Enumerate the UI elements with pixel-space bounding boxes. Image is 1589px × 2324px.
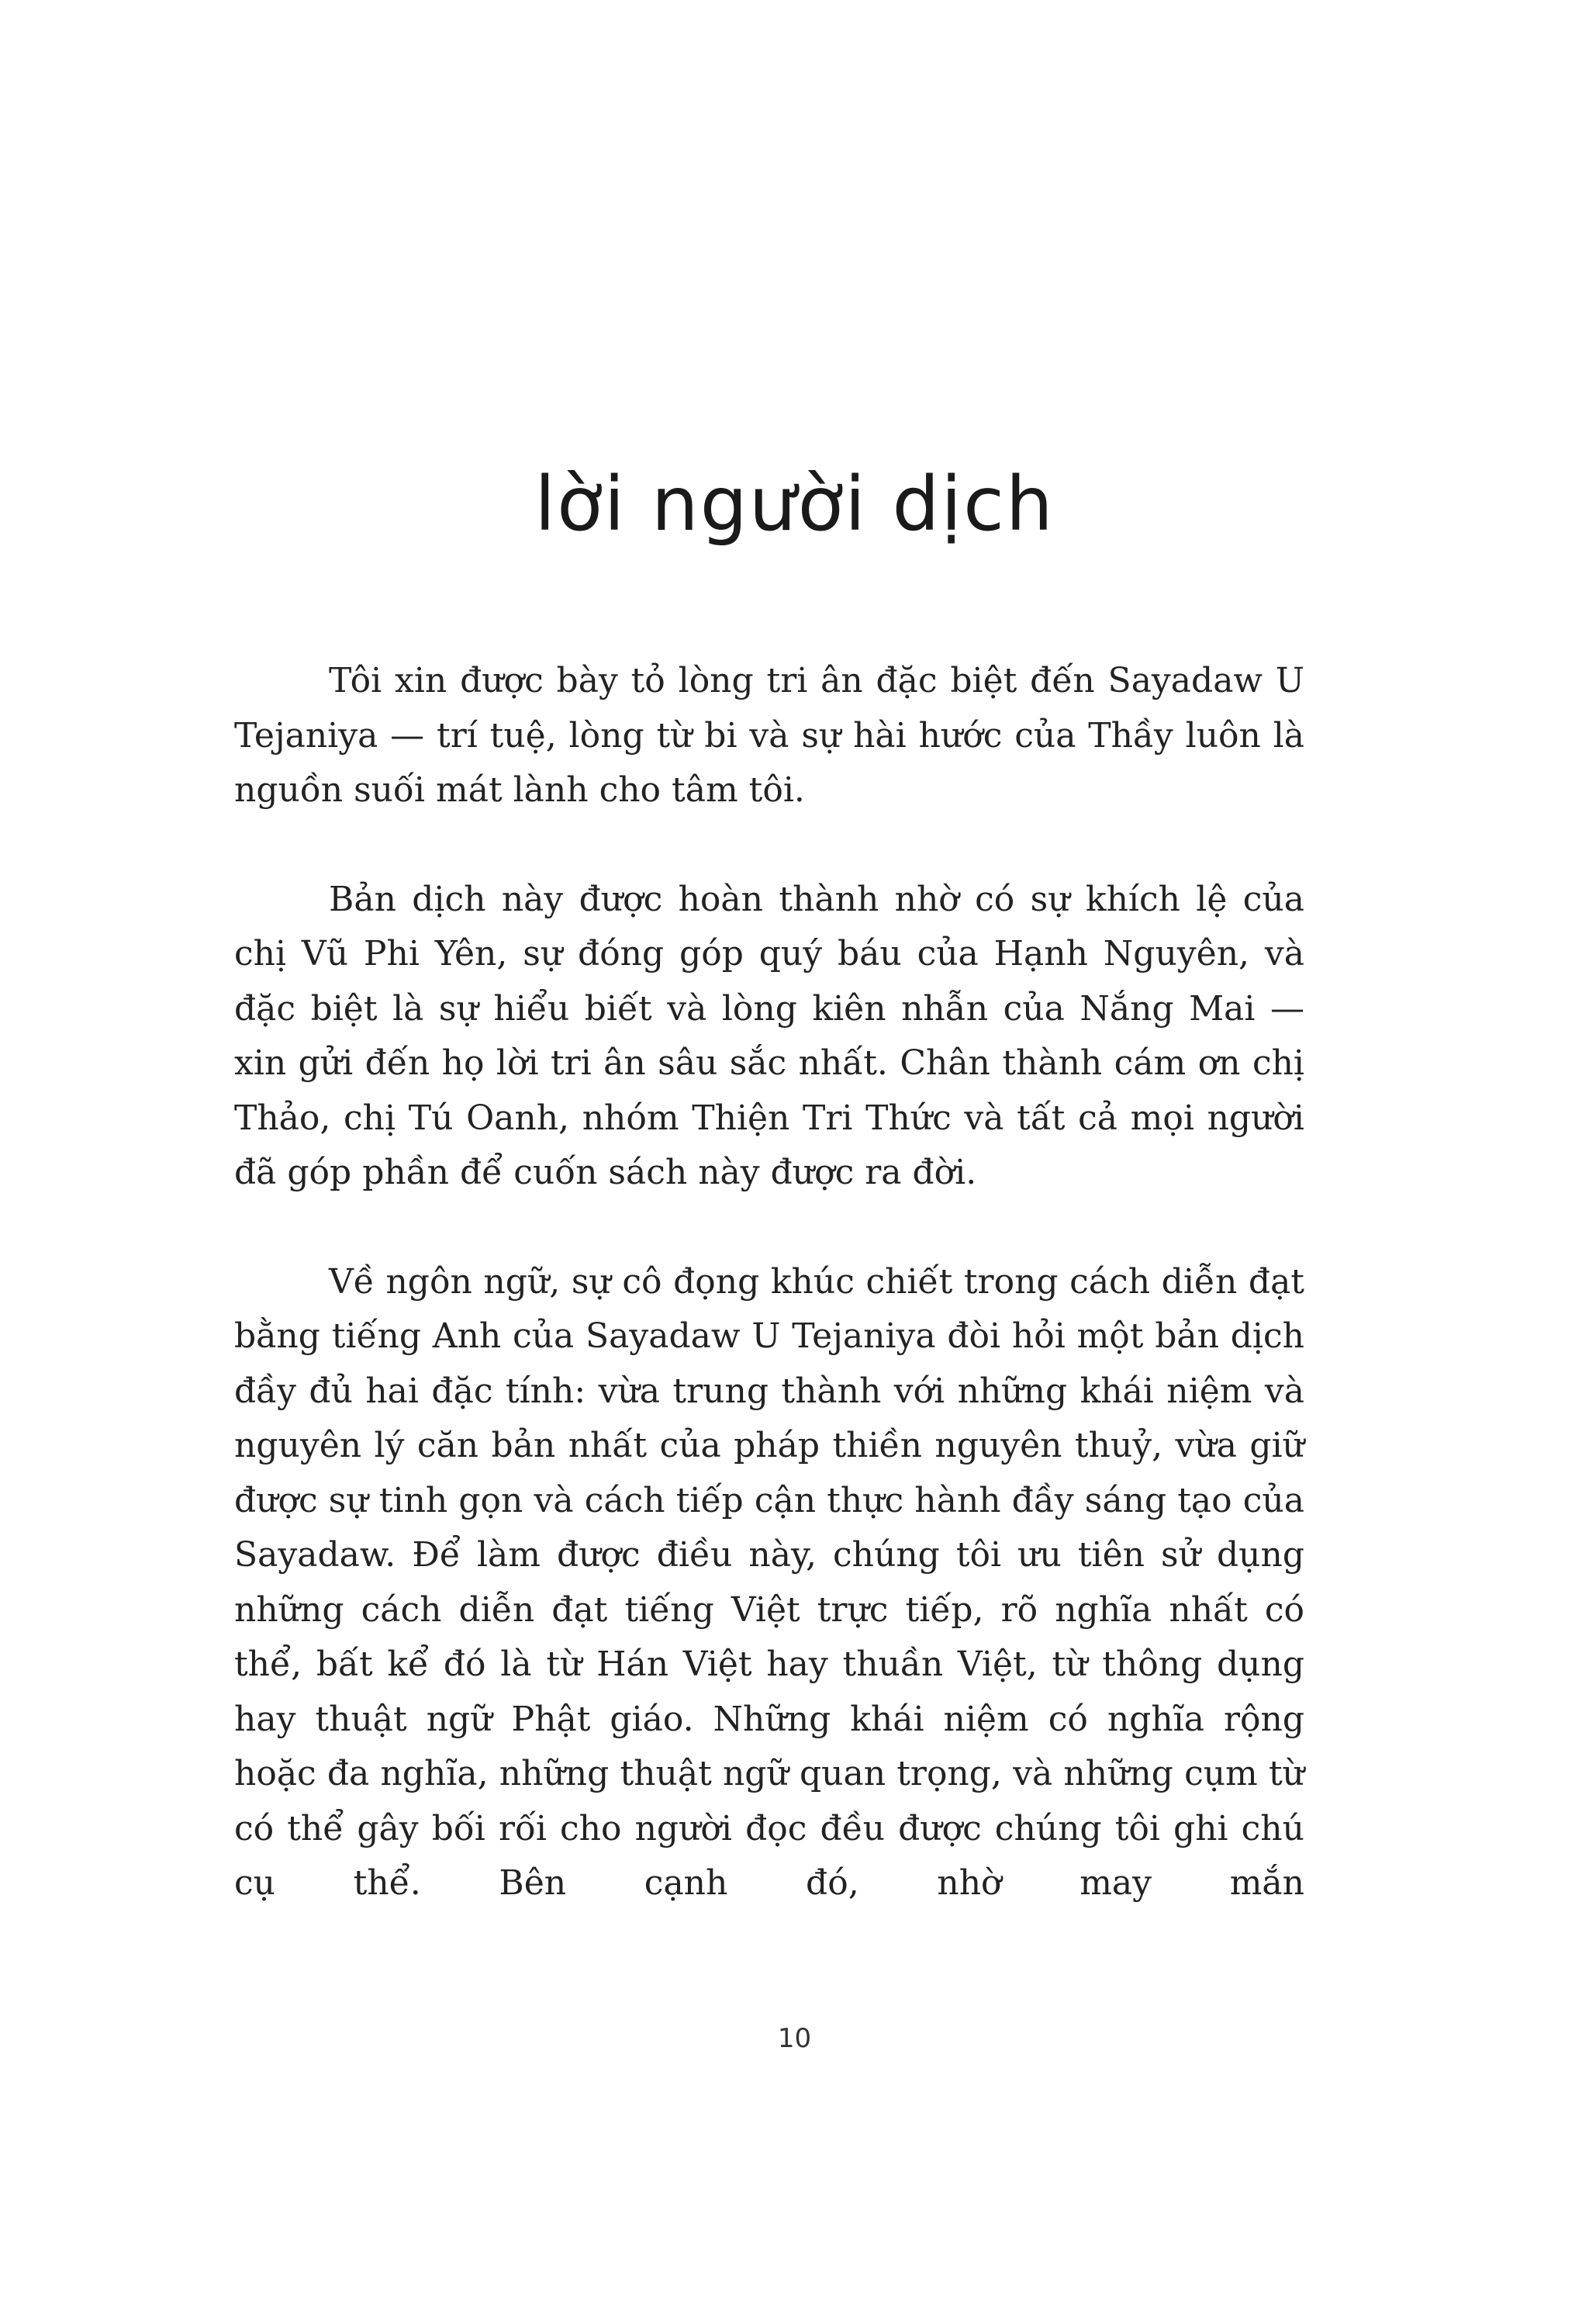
paragraph-1: Tôi xin được bày tỏ lòng tri ân đặc biệt đến Sayadaw U Tejaniya — trí tuệ, lòng từ bi và sự hài hước của Thầy luôn là nguồn suối mát lành cho tâm tôi. — [234, 661, 1304, 810]
chapter-title: lời người dịch — [534, 461, 1055, 548]
paragraph-3: Về ngôn ngữ, sự cô đọng khúc chiết trong cách diễn đạt bằng tiếng Anh của Sayadaw U Tejaniya đòi hỏi một bản dịch đầy đủ hai đặc tính: vừa trung thành với những khái niệm và nguyên lý căn bản nhất của pháp thiền nguyên thuỷ, vừa giữ được sự tinh gọn và cách tiếp cận thực hành đầy sáng tạo của Sayadaw. Để làm được điều này, chúng tôi ưu tiên sử dụng những cách diễn đạt tiếng Việt trực tiếp, rõ nghĩa nhất có thể, bất kể đó là từ Hán Việt hay thuần Việt, từ thông dụng hay thuật ngữ Phật giáo. Những khái niệm có nghĩa rộng hoặc đa nghĩa, những thuật ngữ quan trọng, và những cụm từ có thể gây bối rối cho người đọc đều được chúng tôi ghi chú cụ thể. Bên cạnh đó, nhờ may mắn — [234, 1261, 1304, 1903]
page-number: 10 — [777, 2023, 812, 2054]
paragraph-2: Bản dịch này được hoàn thành nhờ có sự khích lệ của chị Vũ Phi Yên, sự đóng góp quý báu của Hạnh Nguyên, và đặc biệt là sự hiểu biết và lòng kiên nhẫn của Nắng Mai — xin gửi đến họ lời tri ân sâu sắc nhất. Chân thành cám ơn chị Thảo, chị Tú Oanh, nhóm Thiện Tri Thức và tất cả mọi người đã góp phần để cuốn sách này được ra đời. — [234, 879, 1304, 1192]
body-text — [234, 654, 1304, 1911]
